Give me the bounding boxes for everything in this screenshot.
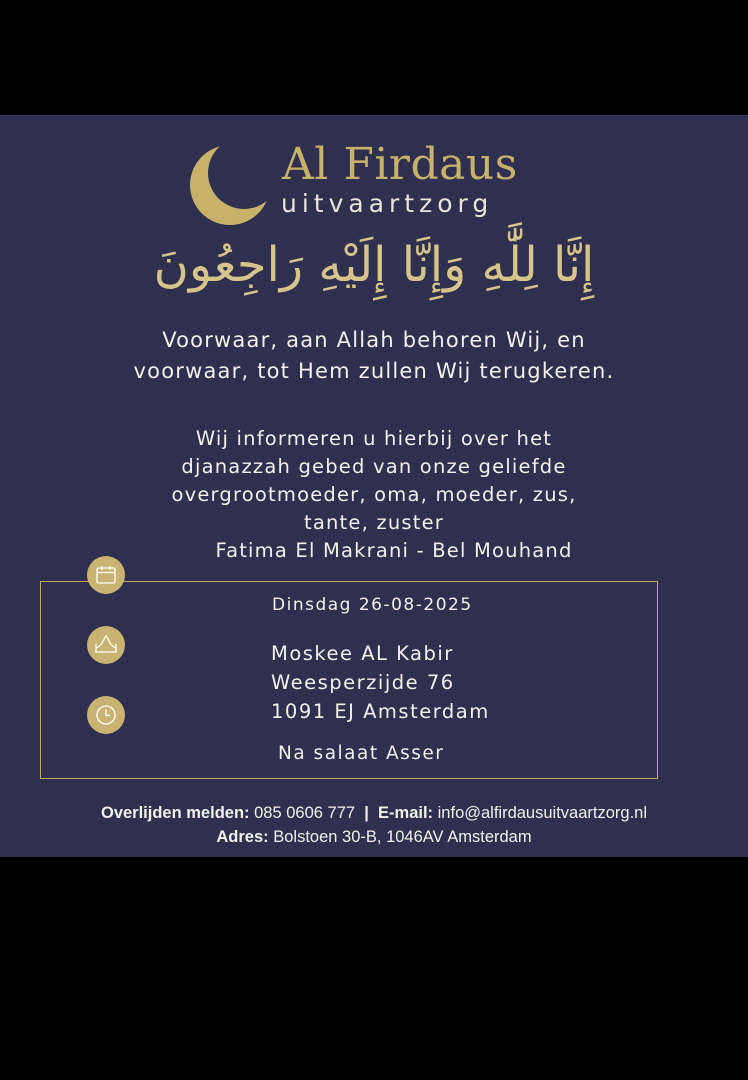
- location-city: 1091 EJ Amsterdam: [271, 700, 490, 723]
- translation-line: voorwaar, tot Hem zullen Wij terugkeren.: [133, 359, 615, 383]
- announcement-line: djanazzah gebed van onze geliefde: [181, 455, 567, 478]
- footer-address: [0, 828, 748, 847]
- time-badge: [87, 696, 125, 734]
- location-name: Moskee AL Kabir: [271, 642, 454, 665]
- calendar-icon: [94, 563, 118, 587]
- footer-contact: [0, 804, 748, 823]
- email-link[interactable]: info@alfirdausuitvaartzorg.nl: [437, 804, 647, 822]
- funeral-date: Dinsdag 26-08-2025: [272, 595, 473, 615]
- arabic-verse: إِنَّا لِلَّٰهِ وَإِنَّا إِلَيْهِ رَاجِعُونَ: [153, 237, 595, 293]
- translation-line: Voorwaar, aan Allah behoren Wij, en: [162, 328, 586, 352]
- report-phone[interactable]: 085 0606 777: [254, 804, 356, 822]
- announcement-card: [0, 115, 748, 857]
- verse-translation: [0, 325, 748, 387]
- announcement-text: [0, 425, 748, 565]
- mosque-icon: [93, 633, 119, 657]
- email-label: E-mail:: [378, 804, 434, 822]
- announcement-line: tante, zuster: [303, 511, 444, 534]
- announcement-line: overgrootmoeder, oma, moeder, zus,: [171, 483, 577, 506]
- location-badge: [87, 626, 125, 664]
- brand-subtitle: uitvaartzorg: [281, 189, 494, 218]
- funeral-location: [271, 639, 490, 726]
- brand-name: Al Firdaus: [282, 139, 518, 190]
- crescent-moon-icon: [186, 133, 276, 233]
- clock-icon: [94, 703, 118, 727]
- funeral-time: Na salaat Asser: [278, 743, 445, 764]
- report-label: Overlijden melden:: [100, 804, 250, 822]
- deceased-name: Fatima El Makrani - Bel Mouhand: [215, 539, 573, 562]
- footer-separator: |: [364, 804, 369, 822]
- address-value: Bolstoen 30-B, 1046AV Amsterdam: [273, 828, 532, 846]
- location-street: Weesperzijde 76: [271, 671, 455, 694]
- date-badge: [87, 556, 125, 594]
- announcement-line: Wij informeren u hierbij over het: [195, 427, 553, 450]
- address-label: Adres:: [216, 828, 269, 846]
